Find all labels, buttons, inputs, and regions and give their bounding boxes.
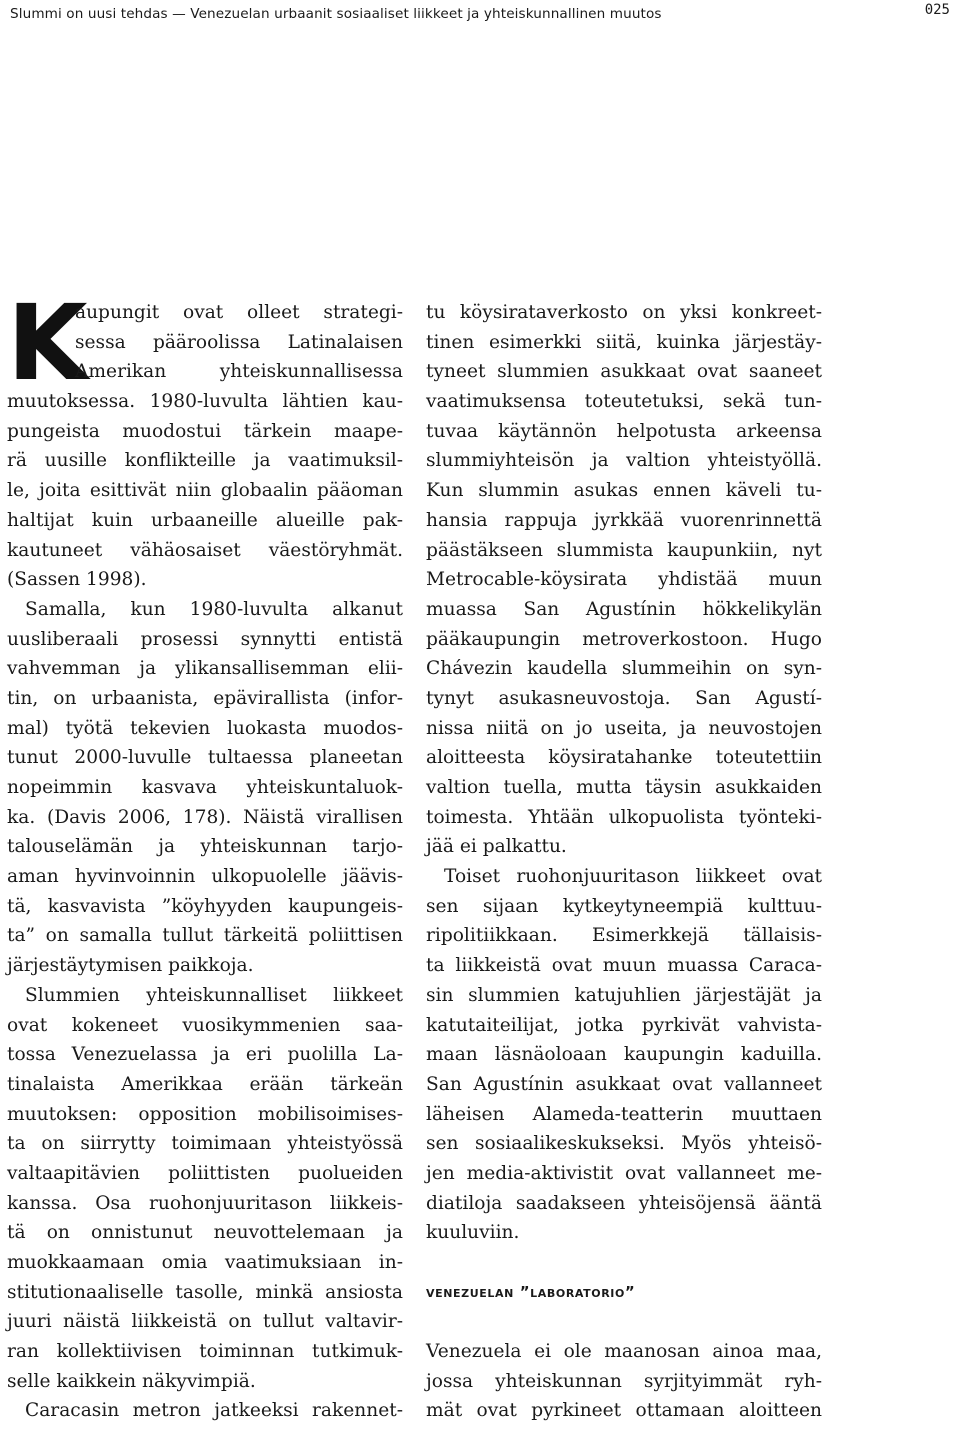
text-line: rä uusille konflikteille ja vaatimuksil- <box>7 450 403 472</box>
text-line: sessa pääroolissa Latinalaisen <box>75 331 403 353</box>
running-head: Slummi on uusi tehdas — Venezuelan urbaanit sosiaaliset liikkeet ja yhteiskunnallinen muutos <box>10 6 662 22</box>
text-line: mät ovat pyrkineet ottamaan aloitteen <box>426 1400 822 1422</box>
text-line: tynyt asukasneuvostoja. San Agustí- <box>426 687 822 709</box>
text-line: (Sassen 1998). <box>7 569 147 591</box>
text-line: sen sosiaalikeskukseksi. Myös yhteisö- <box>426 1133 822 1155</box>
text-line: nissa niitä on jo useita, ja neuvostojen <box>426 717 822 739</box>
text-line: kanssa. Osa ruohonjuuritason liikkeis- <box>7 1192 403 1214</box>
text-line: ta” on samalla tullut tärkeitä poliittisen <box>7 925 403 947</box>
text-line: vaatimuksensa toteutetuksi, sekä tun- <box>426 391 822 413</box>
text-line: läheisen Alameda-teatterin muuttaen <box>426 1103 822 1125</box>
drop-cap: K <box>7 282 88 404</box>
spacer <box>426 1248 822 1278</box>
text-line: tä, kasvavista ”köyhyyden kaupungeis- <box>7 895 403 917</box>
text-line: tunut 2000-luvulle tultaessa planeetan <box>7 747 403 769</box>
text-line: Caracasin metron jatkeeksi rakennet- <box>25 1400 403 1422</box>
text-line: tä on onnistunut neuvottelemaan ja <box>7 1222 403 1244</box>
text-line: tossa Venezuelassa ja eri puolilla La- <box>7 1044 403 1066</box>
text-line: le, joita esittivät niin globaalin pääoman <box>7 480 403 502</box>
text-line: valtion tuella, mutta täysin asukkaiden <box>426 777 822 798</box>
text-line: ran kollektiivisen toiminnan tutkimuk- <box>7 1341 403 1363</box>
text-line: uusliberaali prosessi synnytti entistä <box>7 628 403 650</box>
text-line: muokkaamaan omia vaatimuksiaan in- <box>7 1252 403 1273</box>
text-line: aupungit ovat olleet strategi- <box>75 302 403 323</box>
page-number: 025 <box>924 2 950 18</box>
text-line: juuri näistä liikkeistä on tullut valtavir- <box>7 1311 403 1333</box>
text-line: haltijat kuin urbaaneille alueille pak- <box>7 509 403 531</box>
text-line: jossa yhteiskunnan syrjityimmät ryh- <box>426 1370 822 1392</box>
text-line: tin, on urbaanista, epävirallista (infor- <box>7 687 403 709</box>
text-line: tu köysirataverkosto on yksi konkreet- <box>426 302 822 323</box>
text-line: Toiset ruohonjuuritason liikkeet ovat <box>444 866 822 888</box>
text-line: ripolitiikkaan. Esimerkkejä tällaisis- <box>426 925 822 947</box>
text-line: ovat kokeneet vuosikymmenien saa- <box>7 1014 403 1036</box>
text-line: Chávezin kaudella slummeihin on syn- <box>426 658 822 680</box>
text-line: Slummien yhteiskunnalliset liikkeet <box>25 984 403 1006</box>
text-line: tinen esimerkki siitä, kuinka järjestäy- <box>426 331 822 353</box>
text-line: San Agustínin asukkaat ovat vallanneet <box>426 1073 822 1095</box>
text-line: jää ei palkattu. <box>426 836 567 858</box>
text-line: katutaiteilijat, jotka pyrkivät vahvista- <box>426 1014 822 1036</box>
text-line: ta on siirrytty toimimaan yhteistyössä <box>7 1133 403 1155</box>
text-line: ta liikkeistä ovat muun muassa Caraca- <box>426 955 822 977</box>
text-line: nopeimmin kasvava yhteiskuntaluok- <box>7 777 403 798</box>
text-line: diatiloja saadakseen yhteisöjensä ääntä <box>426 1192 822 1214</box>
right-column <box>426 298 822 1426</box>
text-line: stitutionaaliselle tasolle, minkä ansiosta <box>7 1281 403 1303</box>
spacer <box>426 1307 822 1337</box>
text-line: järjestäytymisen paikkoja. <box>7 955 254 977</box>
text-line: talouselämän ja yhteiskunnan tarjo- <box>7 836 403 858</box>
text-line: tyneet slummien asukkaat ovat saaneet <box>426 361 822 383</box>
text-line: selle kaikkein näkyvimpiä. <box>7 1370 256 1392</box>
text-line: päästäkseen slummista kaupunkiin, nyt <box>426 539 822 561</box>
text-line: muutoksessa. 1980-luvulta lähtien kau- <box>7 391 403 413</box>
text-line: hansia rappuja jyrkkää vuorenrinnettä <box>426 509 822 531</box>
text-line: vahvemman ja ylikansallisemman elii- <box>7 658 403 680</box>
text-line: aman hyvinvoinnin ulkopuolelle jäävis- <box>7 866 403 888</box>
left-column <box>7 282 403 1426</box>
text-line: sin slummien katujuhlien järjestäjät ja <box>426 984 822 1006</box>
text-line: Amerikan yhteiskunnallisessa <box>75 361 403 383</box>
text-line: Venezuela ei ole maanosan ainoa maa, <box>426 1341 822 1363</box>
text-line: mal) työtä tekevien luokasta muodos- <box>7 717 403 739</box>
text-line: valtaapitävien poliittisten puolueiden <box>7 1162 403 1184</box>
text-line: maan läsnäoloaan kaupungin kaduilla. <box>426 1044 822 1066</box>
text-line: kuuluviin. <box>426 1222 520 1244</box>
text-line: toimesta. Yhtään ulkopuolista työnteki- <box>426 806 822 828</box>
text-line: slummiyhteisön ja valtion yhteistyöllä. <box>426 450 822 472</box>
text-line: jen media-aktivistit ovat vallanneet me- <box>426 1162 822 1184</box>
text-line: tinalaista Amerikkaa erään tärkeän <box>7 1073 403 1095</box>
section-heading: venezuelan ”laboratorio” <box>426 1282 636 1301</box>
text-line: tuvaa käytännön helpotusta arkeensa <box>426 420 822 442</box>
text-line: kautuneet vähäosaiset väestöryhmät. <box>7 539 403 561</box>
text-line: muassa San Agustínin hökkelikylän <box>426 598 822 620</box>
text-line: Metrocable-köysirata yhdistää muun <box>426 569 822 591</box>
text-line: aloitteesta köysiratahanke toteutettiin <box>426 747 822 769</box>
text-line: pääkaupungin metroverkostoon. Hugo <box>426 628 822 650</box>
text-line: Kun slummin asukas ennen käveli tu- <box>426 480 822 502</box>
text-line: ka. (Davis 2006, 178). Näistä virallisen <box>7 806 403 828</box>
text-line: muutoksen: opposition mobilisoimises- <box>7 1103 403 1125</box>
text-line: pungeista muodostui tärkein maape- <box>7 420 403 442</box>
text-line: Samalla, kun 1980-luvulta alkanut <box>25 598 403 620</box>
text-line: sen sijaan kytkeytyneempiä kulttuu- <box>426 895 822 917</box>
